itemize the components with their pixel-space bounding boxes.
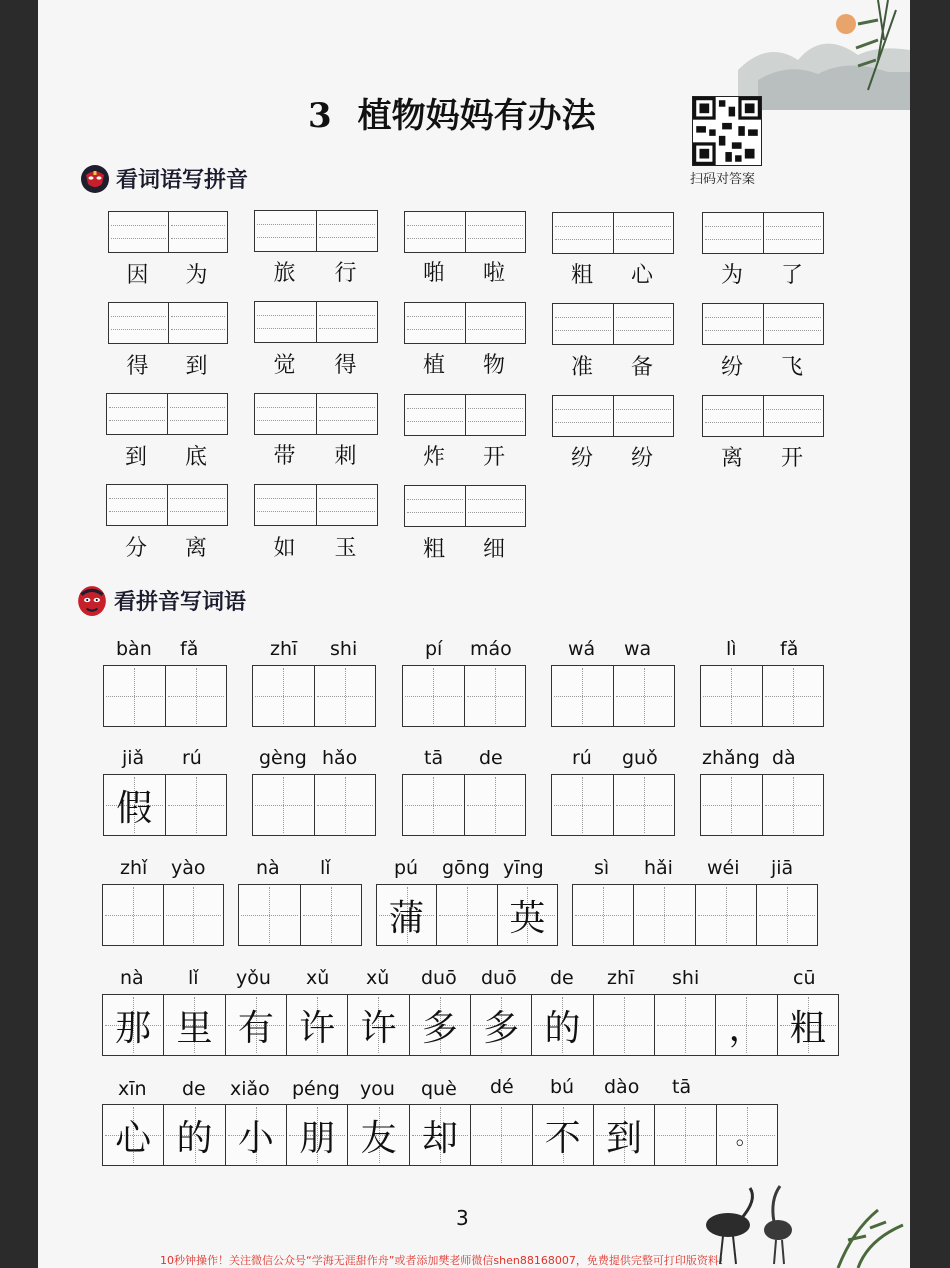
word-char: 为 <box>185 263 208 288</box>
pinyin-label: guǒ <box>622 747 658 769</box>
pinyin-box[interactable] <box>106 393 228 435</box>
writing-cell[interactable] <box>532 1105 593 1165</box>
word-label <box>702 258 822 289</box>
word-char: 为 <box>720 263 743 288</box>
pinyin-label: bú <box>550 1076 575 1098</box>
writing-cell[interactable] <box>464 775 526 835</box>
pinyin-label: wá <box>568 638 596 660</box>
tianzige-box[interactable] <box>551 774 675 836</box>
word-char: 如 <box>273 536 296 561</box>
word-char: 了 <box>780 263 803 288</box>
word-label <box>254 439 376 470</box>
pinyin-label: lì <box>726 638 737 660</box>
pinyin-label: dào <box>604 1076 640 1098</box>
pinyin-label: duō <box>421 967 457 989</box>
word-char: 心 <box>630 263 653 288</box>
writing-cell[interactable] <box>104 666 165 726</box>
pinyin-box[interactable] <box>702 303 824 345</box>
pinyin-label: què <box>421 1078 457 1100</box>
word-char: 底 <box>184 445 207 470</box>
pinyin-label: zhǎng <box>702 747 760 769</box>
writing-cell[interactable] <box>470 995 531 1055</box>
pinyin-label: zhī <box>270 638 298 660</box>
writing-cell[interactable] <box>762 775 824 835</box>
tianzige-sentence-row[interactable] <box>102 994 839 1056</box>
writing-cell[interactable] <box>552 775 613 835</box>
written-char: 许 <box>299 1007 336 1049</box>
writing-cell[interactable] <box>163 885 224 945</box>
word-label <box>106 531 226 562</box>
pinyin-box[interactable] <box>254 210 378 252</box>
written-char: 不 <box>544 1117 581 1159</box>
written-char: 里 <box>176 1007 213 1049</box>
pinyin-label: lǐ <box>188 967 199 989</box>
writing-cell[interactable] <box>103 885 163 945</box>
writing-cell[interactable] <box>633 885 694 945</box>
writing-cell[interactable] <box>593 995 654 1055</box>
pinyin-label: zhǐ <box>120 857 148 879</box>
word-char: 刺 <box>334 444 357 469</box>
word-char: 因 <box>126 263 149 288</box>
writing-cell[interactable] <box>104 775 165 835</box>
word-char: 离 <box>720 446 743 471</box>
writing-cell[interactable] <box>163 995 224 1055</box>
word-label <box>552 258 672 289</box>
word-char: 开 <box>482 445 505 470</box>
pinyin-box[interactable] <box>254 393 378 435</box>
word-label <box>254 531 376 562</box>
lesson-title-text: 植物妈妈有办法 <box>357 96 596 136</box>
writing-cell[interactable] <box>409 995 470 1055</box>
written-char: 那 <box>115 1007 152 1049</box>
writing-cell[interactable] <box>347 995 408 1055</box>
pinyin-label: fǎ <box>180 638 199 660</box>
pinyin-label: yào <box>171 857 206 879</box>
tianzige-box[interactable] <box>700 774 824 836</box>
word-char: 植 <box>422 353 445 378</box>
writing-cell[interactable] <box>377 885 436 945</box>
pinyin-label: pú <box>394 857 419 879</box>
pinyin-label: bàn <box>116 638 152 660</box>
word-label <box>702 350 822 381</box>
word-char: 粗 <box>570 263 593 288</box>
pinyin-label: de <box>182 1078 206 1100</box>
pinyin-label: máo <box>470 638 512 660</box>
pinyin-label: cū <box>793 967 816 989</box>
pinyin-label: de <box>479 747 503 769</box>
lesson-title <box>308 88 596 137</box>
pinyin-label: you <box>360 1078 395 1100</box>
word-char: 得 <box>126 354 149 379</box>
writing-cell[interactable] <box>403 666 464 726</box>
written-char: 多 <box>483 1007 520 1049</box>
pinyin-box[interactable] <box>702 395 824 437</box>
pinyin-label: shi <box>330 638 358 660</box>
pinyin-label: duō <box>481 967 517 989</box>
written-char: 许 <box>360 1007 397 1049</box>
writing-cell[interactable] <box>464 666 526 726</box>
pinyin-label: xīn <box>118 1078 147 1100</box>
word-char: 粗 <box>422 537 445 562</box>
written-char: 却 <box>421 1117 458 1159</box>
written-char: 英 <box>509 897 546 939</box>
writing-cell[interactable] <box>165 666 227 726</box>
writing-cell[interactable] <box>777 995 838 1055</box>
pinyin-box[interactable] <box>108 211 228 253</box>
writing-cell[interactable] <box>497 885 557 945</box>
pinyin-label: rú <box>182 747 202 769</box>
pinyin-label: wéi <box>707 857 740 879</box>
pinyin-label: dà <box>772 747 796 769</box>
tianzige-box[interactable] <box>103 665 227 727</box>
writing-cell[interactable] <box>286 1105 347 1165</box>
word-label <box>404 348 524 379</box>
word-char: 纷 <box>570 446 593 471</box>
word-char: 飞 <box>780 355 803 380</box>
writing-cell[interactable] <box>253 775 314 835</box>
written-char: 。 <box>735 1124 758 1150</box>
tianzige-box[interactable] <box>102 884 224 946</box>
word-char: 得 <box>334 353 357 378</box>
writing-cell[interactable] <box>715 995 776 1055</box>
writing-cell[interactable] <box>103 1105 163 1165</box>
writing-cell[interactable] <box>347 1105 408 1165</box>
word-char: 准 <box>570 355 593 380</box>
pinyin-label: nà <box>120 967 144 989</box>
pinyin-label: hǎi <box>644 857 673 879</box>
pinyin-label: pí <box>425 638 443 660</box>
section2-heading <box>76 583 246 617</box>
word-label <box>254 256 376 287</box>
word-char: 纷 <box>720 355 743 380</box>
word-char: 离 <box>184 536 207 561</box>
pinyin-label: gèng <box>259 747 307 769</box>
qr-code-icon[interactable] <box>692 96 762 166</box>
pinyin-label: gōng <box>442 857 490 879</box>
word-char: 备 <box>630 355 653 380</box>
word-char: 开 <box>780 446 803 471</box>
word-char: 旅 <box>273 261 296 286</box>
tianzige-box[interactable] <box>238 884 362 946</box>
written-char: 心 <box>115 1117 152 1159</box>
writing-cell[interactable] <box>701 666 762 726</box>
written-char: 粗 <box>789 1007 826 1049</box>
section2-heading-text: 看拼音写词语 <box>114 589 247 615</box>
tianzige-box[interactable] <box>700 665 824 727</box>
pinyin-label: nà <box>256 857 280 879</box>
written-char: 朋 <box>299 1117 336 1159</box>
pinyin-box[interactable] <box>254 484 378 526</box>
pinyin-label: yīng <box>503 857 544 879</box>
word-char: 带 <box>273 444 296 469</box>
word-label <box>254 348 376 379</box>
written-char: 有 <box>237 1007 274 1049</box>
pinyin-box[interactable] <box>404 211 526 253</box>
writing-cell[interactable] <box>716 1105 777 1165</box>
tianzige-sentence-row[interactable] <box>102 1104 778 1166</box>
writing-cell[interactable] <box>695 885 756 945</box>
qr-label: 扫码对答案 <box>690 172 756 187</box>
page-number: 3 <box>456 1206 469 1230</box>
word-label <box>552 441 672 472</box>
word-char: 到 <box>124 445 147 470</box>
pinyin-label: jiā <box>771 857 794 879</box>
word-char: 物 <box>482 353 505 378</box>
writing-cell[interactable] <box>409 1105 470 1165</box>
writing-cell[interactable] <box>436 885 496 945</box>
word-char: 炸 <box>422 445 445 470</box>
writing-cell[interactable] <box>300 885 362 945</box>
pinyin-label: xiǎo <box>230 1078 270 1100</box>
word-label <box>106 440 226 471</box>
writing-cell[interactable] <box>593 1105 654 1165</box>
lesson-number: 3 <box>308 96 332 136</box>
written-char: 小 <box>237 1117 274 1159</box>
word-char: 细 <box>482 537 505 562</box>
writing-cell[interactable] <box>654 1105 715 1165</box>
written-char: 多 <box>421 1007 458 1049</box>
tianzige-box[interactable] <box>252 774 376 836</box>
writing-cell[interactable] <box>470 1105 531 1165</box>
writing-cell[interactable] <box>225 1105 286 1165</box>
tianzige-box[interactable] <box>103 774 227 836</box>
tianzige-box[interactable] <box>376 884 558 946</box>
writing-cell[interactable] <box>403 775 464 835</box>
pinyin-label: rú <box>572 747 592 769</box>
writing-cell[interactable] <box>103 995 163 1055</box>
pinyin-label: de <box>550 967 574 989</box>
footer-promo-text: 10秒钟操作！关注微信公众号“学海无涯甜作舟”或者添加樊老师微信shen88168007，免费提供完整可打印版资料！ <box>160 1254 730 1267</box>
section1-heading-text: 看词语写拼音 <box>116 168 249 193</box>
written-char: 友 <box>360 1117 397 1159</box>
opera-mask-icon <box>80 164 110 194</box>
written-char: 到 <box>606 1117 643 1159</box>
pinyin-box[interactable] <box>552 212 674 254</box>
writing-cell[interactable] <box>286 995 347 1055</box>
writing-cell[interactable] <box>239 885 300 945</box>
pinyin-box[interactable] <box>702 212 824 254</box>
word-label <box>702 441 822 472</box>
word-label <box>404 256 524 287</box>
word-char: 分 <box>124 536 147 561</box>
pinyin-box[interactable] <box>108 302 228 344</box>
word-label <box>108 258 226 289</box>
written-char: ， <box>728 1007 765 1049</box>
written-char: 的 <box>176 1117 213 1159</box>
word-char: 觉 <box>273 353 296 378</box>
word-label <box>552 350 672 381</box>
writing-cell[interactable] <box>573 885 633 945</box>
tianzige-box[interactable] <box>402 665 526 727</box>
pinyin-box[interactable] <box>552 395 674 437</box>
pinyin-label: jiǎ <box>122 747 145 769</box>
pinyin-label: wa <box>624 638 652 660</box>
writing-cell[interactable] <box>654 995 715 1055</box>
word-char: 啦 <box>482 261 505 286</box>
writing-cell[interactable] <box>314 775 376 835</box>
pinyin-label: lǐ <box>320 857 331 879</box>
pinyin-label: yǒu <box>236 967 271 989</box>
written-char: 蒲 <box>388 897 425 939</box>
pinyin-box[interactable] <box>404 485 526 527</box>
tianzige-box[interactable] <box>551 665 675 727</box>
pinyin-label: péng <box>292 1078 340 1100</box>
pinyin-label: fǎ <box>780 638 799 660</box>
word-label <box>404 532 524 563</box>
pinyin-box[interactable] <box>552 303 674 345</box>
pinyin-label: zhī <box>607 967 635 989</box>
pinyin-label: xǔ <box>366 967 390 989</box>
writing-cell[interactable] <box>165 775 227 835</box>
writing-cell[interactable] <box>225 995 286 1055</box>
pinyin-label: dé <box>490 1076 514 1098</box>
written-char: 的 <box>544 1007 581 1049</box>
pinyin-box[interactable] <box>404 394 526 436</box>
section1-heading <box>80 163 248 194</box>
writing-cell[interactable] <box>163 1105 224 1165</box>
worksheet-page <box>38 0 910 1268</box>
writing-cell[interactable] <box>552 666 613 726</box>
pinyin-label: tā <box>672 1076 692 1098</box>
pinyin-box[interactable] <box>106 484 228 526</box>
written-char: 假 <box>116 787 153 829</box>
word-char: 啪 <box>422 261 445 286</box>
writing-cell[interactable] <box>762 666 824 726</box>
writing-cell[interactable] <box>756 885 817 945</box>
tianzige-box[interactable] <box>252 665 376 727</box>
word-char: 玉 <box>334 536 357 561</box>
writing-cell[interactable] <box>253 666 314 726</box>
writing-cell[interactable] <box>613 666 675 726</box>
writing-cell[interactable] <box>531 995 592 1055</box>
writing-cell[interactable] <box>613 775 675 835</box>
pinyin-label: shi <box>672 967 700 989</box>
pinyin-box[interactable] <box>254 301 378 343</box>
writing-cell[interactable] <box>701 775 762 835</box>
pinyin-box[interactable] <box>404 302 526 344</box>
word-char: 到 <box>185 354 208 379</box>
word-label <box>108 349 226 380</box>
word-label <box>404 440 524 471</box>
word-char: 行 <box>334 261 357 286</box>
tianzige-box[interactable] <box>402 774 526 836</box>
tianzige-box[interactable] <box>572 884 818 946</box>
pinyin-label: tā <box>424 747 444 769</box>
pinyin-label: sì <box>594 857 610 879</box>
pinyin-label: hǎo <box>322 747 358 769</box>
writing-cell[interactable] <box>314 666 376 726</box>
opera-mask-icon <box>76 583 108 617</box>
pinyin-label: xǔ <box>306 967 330 989</box>
word-char: 纷 <box>630 446 653 471</box>
